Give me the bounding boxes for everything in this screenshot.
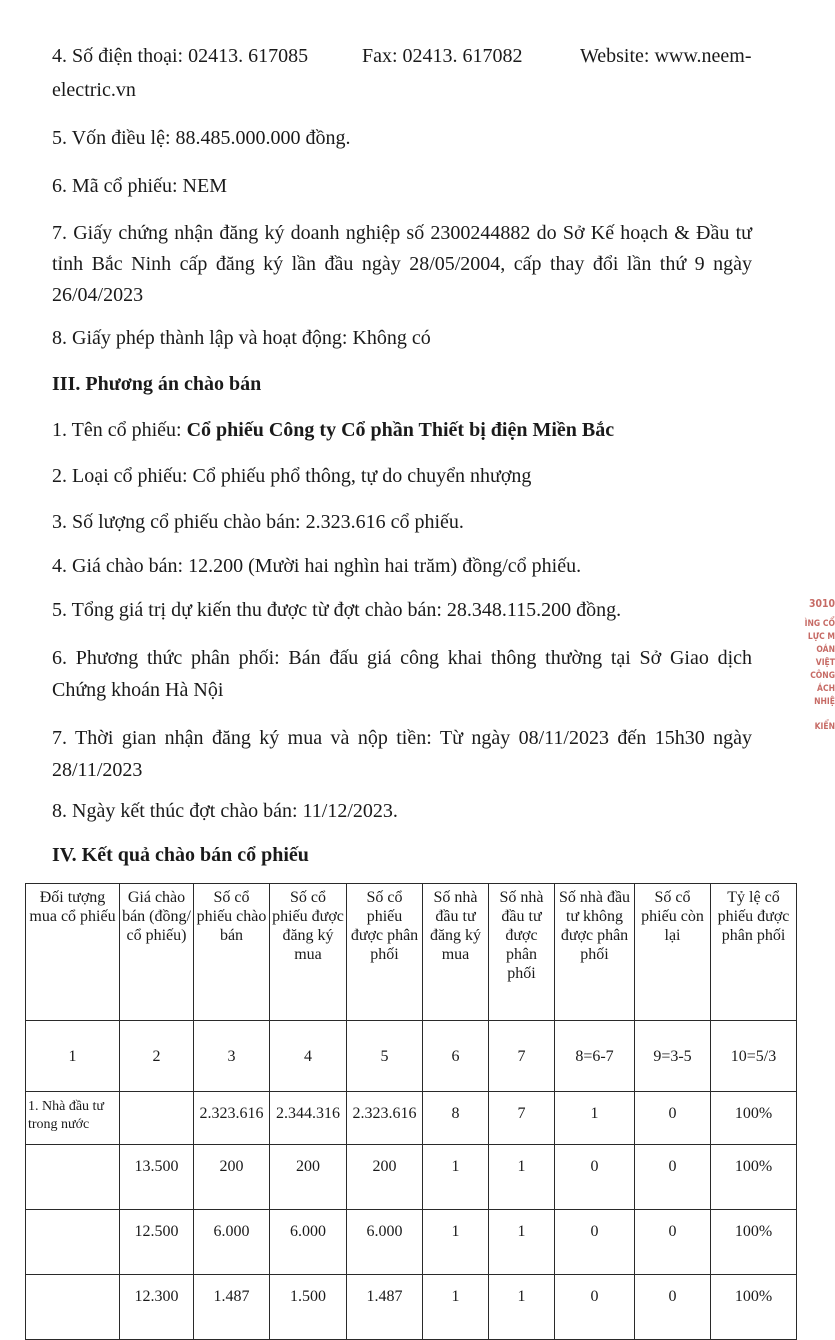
table-cell: 0 xyxy=(635,1145,711,1210)
header-cell: Số cổ phiếu được đăng ký mua xyxy=(270,884,347,1021)
table-cell: 1 xyxy=(489,1210,555,1275)
table-row xyxy=(26,1275,797,1340)
header-cell: Số cổ phiếu còn lại xyxy=(635,884,711,1021)
table-cell: 0 xyxy=(635,1210,711,1275)
table-cell: 0 xyxy=(555,1145,635,1210)
table-cell: 200 xyxy=(270,1145,347,1210)
table-cell xyxy=(26,1275,120,1340)
column-number-cell: 8=6-7 xyxy=(555,1021,635,1092)
expected-total-value: 5. Tổng giá trị dự kiến thu được từ đợt chào bán: 28.348.115.200 đồng. xyxy=(52,599,622,621)
offering-price: 4. Giá chào bán: 12.200 (Mười hai nghìn hai trăm) đồng/cổ phiếu. xyxy=(52,555,582,577)
header-cell: Số cổ phiếu được phân phối xyxy=(347,884,423,1021)
business-registration: 7. Giấy chứng nhận đăng ký doanh nghiệp số 2300244882 do Sở Kế hoạch & Đầu tư tỉnh Bắc Ninh cấp đăng ký lần đầu ngày 28/05/2004, cấp thay đổi lần thứ 9 ngày 26/04/2023 xyxy=(52,222,752,306)
table-cell: 7 xyxy=(489,1092,555,1145)
table-cell: 1 xyxy=(489,1275,555,1340)
stamp-text: VIỆT xyxy=(815,658,835,668)
column-number-cell: 4 xyxy=(270,1021,347,1092)
table-cell: 100% xyxy=(711,1092,797,1145)
table-cell: 2.323.616 xyxy=(347,1092,423,1145)
column-number-cell: 10=5/3 xyxy=(711,1021,797,1092)
website-text: Website: www.neem- xyxy=(580,45,752,67)
table-cell: 1.487 xyxy=(194,1275,270,1340)
establishment-license: 8. Giấy phép thành lập và hoạt động: Không có xyxy=(52,327,431,349)
column-number-row xyxy=(26,1021,797,1092)
offering-stock-name xyxy=(52,418,752,442)
table-cell: 6.000 xyxy=(194,1210,270,1275)
table-cell: 6.000 xyxy=(270,1210,347,1275)
table-cell: 8 xyxy=(423,1092,489,1145)
stamp-text: OÁN xyxy=(816,645,835,655)
table-cell xyxy=(26,1210,120,1275)
phone-text: 4. Số điện thoại: 02413. 617085 xyxy=(52,45,309,67)
offering-quantity: 3. Số lượng cổ phiếu chào bán: 2.323.616 cổ phiếu. xyxy=(52,511,464,533)
column-number-cell: 2 xyxy=(120,1021,194,1092)
table-cell: 2.344.316 xyxy=(270,1092,347,1145)
table-cell: 1 xyxy=(423,1210,489,1275)
header-cell: Số cổ phiếu chào bán xyxy=(194,884,270,1021)
offering-results-table xyxy=(25,883,797,1340)
header-cell: Số nhà đầu tư không được phân phối xyxy=(555,884,635,1021)
table-cell: 200 xyxy=(194,1145,270,1210)
column-number-cell: 5 xyxy=(347,1021,423,1092)
stamp-text: CÔNG xyxy=(810,671,835,681)
table-cell: 100% xyxy=(711,1275,797,1340)
table-cell: 0 xyxy=(555,1210,635,1275)
stock-ticker: 6. Mã cổ phiếu: NEM xyxy=(52,175,227,197)
distribution-method: 6. Phương thức phân phối: Bán đấu giá công khai thông thường tại Sở Giao dịch Chứng khoán Hà Nội xyxy=(52,647,752,701)
table-cell: 13.500 xyxy=(120,1145,194,1210)
table-cell: 200 xyxy=(347,1145,423,1210)
stock-type: 2. Loại cổ phiếu: Cổ phiếu phổ thông, tự do chuyển nhượng xyxy=(52,465,532,487)
stamp-text: LỰC M xyxy=(807,632,835,642)
column-number-cell: 6 xyxy=(423,1021,489,1092)
table-cell: 2.323.616 xyxy=(194,1092,270,1145)
header-cell: Giá chào bán (đồng/ cổ phiếu) xyxy=(120,884,194,1021)
header-cell: Số nhà đầu tư đăng ký mua xyxy=(423,884,489,1021)
header-cell: Số nhà đầu tư được phân phối xyxy=(489,884,555,1021)
section-heading-offering-plan: III. Phương án chào bán xyxy=(52,373,262,395)
stamp-text: ÌNG CỔ xyxy=(804,619,835,629)
table-cell: 12.300 xyxy=(120,1275,194,1340)
header-cell: Tỷ lệ cổ phiếu được phân phối xyxy=(711,884,797,1021)
table-header-row xyxy=(26,884,797,1021)
stock-name-label: 1. Tên cổ phiếu: xyxy=(52,419,187,441)
table-cell: 0 xyxy=(635,1092,711,1145)
fax-text: Fax: 02413. 617082 xyxy=(362,45,523,67)
table-cell: 1.500 xyxy=(270,1275,347,1340)
table-cell xyxy=(26,1145,120,1210)
column-number-cell: 9=3-5 xyxy=(635,1021,711,1092)
table-row xyxy=(26,1145,797,1210)
company-seal-stamp xyxy=(795,596,835,746)
table-cell: 0 xyxy=(635,1275,711,1340)
table-cell: 0 xyxy=(555,1275,635,1340)
stamp-text: ÁCH NHIỆ xyxy=(814,684,835,707)
table-cell: 1 xyxy=(423,1275,489,1340)
stock-name-value: Cổ phiếu Công ty Cổ phần Thiết bị điện Miền Bắc xyxy=(186,419,615,441)
table-cell: 1 xyxy=(489,1145,555,1210)
charter-capital: 5. Vốn điều lệ: 88.485.000.000 đồng. xyxy=(52,127,351,149)
registration-period: 7. Thời gian nhận đăng ký mua và nộp tiền: Từ ngày 08/11/2023 đến 15h30 ngày 28/11/2023 xyxy=(52,727,752,781)
offering-end-date: 8. Ngày kết thúc đợt chào bán: 11/12/2023. xyxy=(52,800,398,822)
table-cell: 12.500 xyxy=(120,1210,194,1275)
stamp-text: 3010 xyxy=(808,597,835,610)
table-cell: 1 xyxy=(423,1145,489,1210)
stamp-text: KIỂN xyxy=(814,722,835,732)
table-cell: 100% xyxy=(711,1145,797,1210)
table-cell: 1.487 xyxy=(347,1275,423,1340)
table-cell: 1. Nhà đầu tư trong nước xyxy=(26,1092,120,1145)
table-cell: 1 xyxy=(555,1092,635,1145)
website-continued: electric.vn xyxy=(52,79,136,101)
table-cell: 6.000 xyxy=(347,1210,423,1275)
column-number-cell: 3 xyxy=(194,1021,270,1092)
column-number-cell: 7 xyxy=(489,1021,555,1092)
column-number-cell: 1 xyxy=(26,1021,120,1092)
header-cell: Đối tượng mua cổ phiếu xyxy=(26,884,120,1021)
section-heading-offering-results: IV. Kết quả chào bán cổ phiếu xyxy=(52,844,309,866)
table-row xyxy=(26,1210,797,1275)
table-cell: 100% xyxy=(711,1210,797,1275)
table-cell xyxy=(120,1092,194,1145)
table-row xyxy=(26,1092,797,1145)
